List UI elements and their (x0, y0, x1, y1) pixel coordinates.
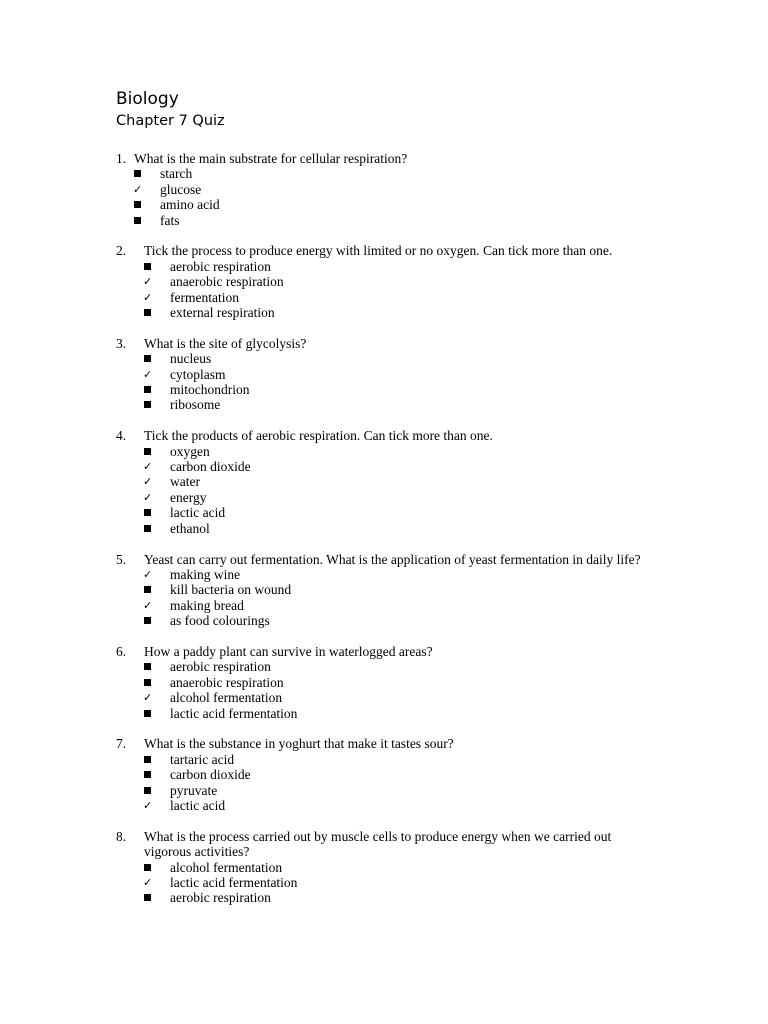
option-label: lactic acid fermentation (170, 705, 298, 721)
question-number: 3. (116, 335, 127, 351)
square-bullet-icon (143, 675, 170, 690)
option-label: lactic acid fermentation (170, 874, 298, 890)
question-8 (116, 829, 656, 906)
question-number: 8. (116, 828, 127, 844)
option-label: oxygen (170, 443, 210, 459)
option-item (143, 783, 656, 798)
option-list (116, 752, 656, 814)
checkmark-icon: ✓ (133, 182, 143, 196)
question-text: Tick the process to produce energy with limited or no oxygen. Can tick more than one. (144, 243, 613, 259)
question-line (116, 736, 656, 751)
option-list (106, 166, 656, 228)
option-item (143, 505, 656, 520)
option-item (143, 798, 656, 813)
option-item (143, 567, 656, 582)
option-item (133, 213, 656, 228)
square-bullet-icon (143, 659, 170, 674)
option-label: alcohol fermentation (170, 690, 283, 706)
option-label: mitochondrion (170, 382, 250, 398)
option-label: as food colourings (170, 613, 270, 629)
square-bullet-icon (143, 752, 170, 767)
question-3 (116, 336, 656, 413)
question-5 (116, 552, 656, 629)
question-number: 7. (116, 736, 127, 752)
option-item (133, 197, 656, 212)
option-label: aerobic respiration (170, 890, 271, 906)
square-bullet-icon (143, 783, 170, 798)
question-text: What is the substance in yoghurt that make it tastes sour? (144, 736, 454, 752)
option-item (143, 875, 656, 890)
option-label: glucose (160, 181, 202, 197)
checkmark-icon: ✓ (143, 475, 153, 489)
square-bullet-icon (143, 613, 170, 628)
question-number: 2. (116, 243, 127, 259)
question-line (116, 552, 656, 567)
option-list (116, 351, 656, 413)
option-label: energy (170, 489, 207, 505)
square-bullet-icon (143, 382, 170, 397)
option-label: pyruvate (170, 782, 218, 798)
square-bullet-icon (133, 166, 160, 181)
option-list (116, 659, 656, 721)
option-item (143, 367, 656, 382)
checkmark-icon: ✓ (143, 490, 153, 504)
question-text: What is the site of glycolysis? (144, 335, 307, 351)
document-subtitle: Chapter 7 Quiz (116, 113, 225, 129)
option-label: alcohol fermentation (170, 859, 283, 875)
option-item (143, 490, 656, 505)
question-text: Tick the products of aerobic respiration. Can tick more than one. (144, 428, 493, 444)
option-label: tartaric acid (170, 751, 235, 767)
option-label: carbon dioxide (170, 459, 251, 475)
option-label: amino acid (160, 197, 220, 213)
option-item (143, 582, 656, 597)
checkmark-icon: ✓ (143, 875, 153, 889)
option-label: nucleus (170, 351, 212, 367)
square-bullet-icon (143, 582, 170, 597)
document-title: Biology (116, 89, 179, 109)
question-line (116, 829, 656, 860)
question-text: Yeast can carry out fermentation. What is the application of yeast fermentation in daily life? (144, 551, 641, 567)
option-item (143, 397, 656, 412)
question-text: How a paddy plant can survive in waterlogged areas? (144, 643, 433, 659)
checkmark-icon: ✓ (143, 460, 153, 474)
option-label: fats (160, 212, 180, 228)
option-item (143, 767, 656, 782)
option-item (143, 444, 656, 459)
square-bullet-icon (143, 890, 170, 905)
square-bullet-icon (133, 213, 160, 228)
option-item (143, 675, 656, 690)
option-item (133, 166, 656, 181)
option-label: fermentation (170, 289, 239, 305)
question-line (116, 336, 656, 351)
square-bullet-icon (143, 505, 170, 520)
option-list (116, 444, 656, 536)
square-bullet-icon (143, 860, 170, 875)
question-text: What is the main substrate for cellular respiration? (134, 151, 408, 166)
option-list (116, 567, 656, 629)
option-label: kill bacteria on wound (170, 582, 292, 598)
option-label: making wine (170, 566, 241, 582)
option-item (143, 459, 656, 474)
option-item (143, 351, 656, 366)
option-label: anaerobic respiration (170, 674, 284, 690)
square-bullet-icon (143, 444, 170, 459)
square-bullet-icon (143, 305, 170, 320)
option-list (116, 860, 656, 906)
question-1 (116, 151, 656, 228)
square-bullet-icon (133, 197, 160, 212)
option-item (143, 598, 656, 613)
option-label: water (170, 474, 200, 490)
option-item (143, 305, 656, 320)
square-bullet-icon (143, 397, 170, 412)
question-7 (116, 736, 656, 813)
option-item (143, 259, 656, 274)
option-label: ethanol (170, 520, 210, 536)
question-number: 6. (116, 643, 127, 659)
checkmark-icon: ✓ (143, 290, 153, 304)
option-label: aerobic respiration (170, 659, 271, 675)
option-item (143, 613, 656, 628)
option-label: external respiration (170, 305, 275, 321)
option-item (143, 274, 656, 289)
checkmark-icon: ✓ (143, 275, 153, 289)
question-line (116, 428, 656, 443)
option-item (143, 690, 656, 705)
option-label: making bread (170, 597, 244, 613)
question-number: 5. (116, 551, 127, 567)
option-item (143, 706, 656, 721)
question-number: 4. (116, 428, 127, 444)
option-item (133, 182, 656, 197)
checkmark-icon: ✓ (143, 691, 153, 705)
option-item (143, 382, 656, 397)
square-bullet-icon (143, 706, 170, 721)
option-label: cytoplasm (170, 366, 226, 382)
checkmark-icon: ✓ (143, 567, 153, 581)
question-4 (116, 428, 656, 536)
question-number: 1. (116, 151, 127, 166)
square-bullet-icon (143, 521, 170, 536)
question-text: What is the process carried out by muscle cells to produce energy when we carried out vigorous activities? (144, 828, 612, 860)
option-label: lactic acid (170, 797, 226, 813)
option-label: anaerobic respiration (170, 274, 284, 290)
checkmark-icon: ✓ (143, 798, 153, 812)
option-label: lactic acid (170, 505, 226, 521)
checkmark-icon: ✓ (143, 367, 153, 381)
option-item (143, 659, 656, 674)
square-bullet-icon (143, 767, 170, 782)
question-line (116, 644, 656, 659)
square-bullet-icon (143, 259, 170, 274)
question-list (116, 151, 656, 921)
option-item (143, 290, 656, 305)
checkmark-icon: ✓ (143, 598, 153, 612)
option-item (143, 521, 656, 536)
option-item (143, 860, 656, 875)
option-list (116, 259, 656, 321)
option-item (143, 890, 656, 905)
question-line (116, 151, 656, 166)
option-label: ribosome (170, 397, 221, 413)
question-6 (116, 644, 656, 721)
option-label: carbon dioxide (170, 767, 251, 783)
option-item (143, 752, 656, 767)
square-bullet-icon (143, 351, 170, 366)
option-label: starch (160, 166, 193, 182)
question-2 (116, 243, 656, 320)
option-label: aerobic respiration (170, 258, 271, 274)
question-line (116, 243, 656, 258)
option-item (143, 474, 656, 489)
